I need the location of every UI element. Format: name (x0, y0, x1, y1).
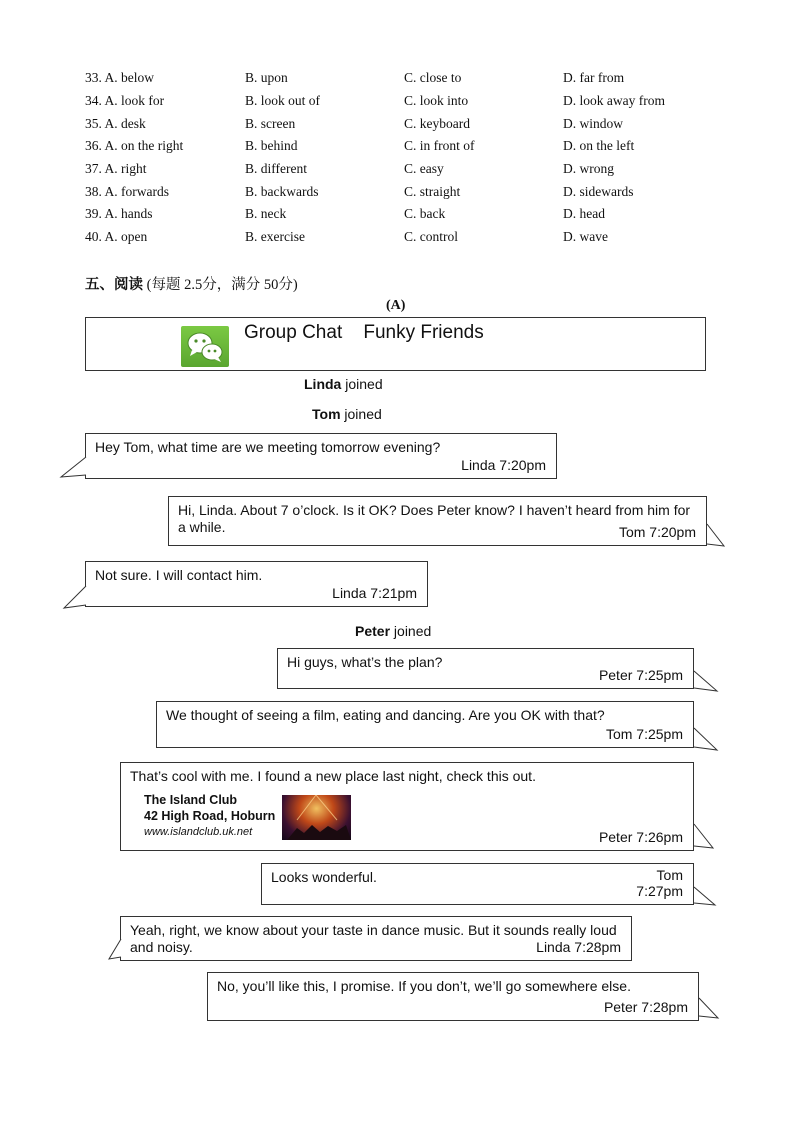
bubble-tail (108, 937, 122, 961)
join-name: Linda (304, 376, 342, 392)
section-heading (85, 273, 298, 294)
option-c: C. control (404, 229, 458, 244)
message-meta: Peter 7:28pm (603, 999, 688, 1015)
passage-label: (A) (386, 298, 406, 313)
option-a: 38. A. forwards (85, 184, 169, 199)
message-meta: Linda 7:20pm (461, 457, 546, 473)
club-card[interactable] (144, 792, 275, 840)
message-text: Not sure. I will contact him. (95, 567, 263, 583)
option-a: 35. A. desk (85, 116, 146, 131)
wechat-icon (181, 326, 229, 367)
club-photo (282, 795, 351, 840)
option-c: C. straight (404, 184, 461, 199)
option-c: C. easy (404, 161, 444, 176)
chat-message (168, 496, 707, 546)
option-b: B. neck (245, 206, 287, 221)
bubble-tail (60, 455, 87, 479)
join-notice (304, 376, 383, 392)
message-text: Yeah, right, we know about your taste in dance music. But it sounds really loud and noisy. (130, 922, 617, 955)
option-a: 36. A. on the right (85, 138, 184, 153)
option-d: D. on the left (563, 138, 635, 153)
message-meta: Tom 7:25pm (605, 726, 683, 742)
option-c: C. look into (404, 93, 469, 108)
chat-message (85, 433, 557, 479)
chat-header (85, 317, 706, 371)
option-c: C. in front of (404, 138, 475, 153)
message-text: No, you’ll like this, I promise. If you don’t, we’ll go somewhere else. (217, 978, 631, 994)
chat-title: Group Chat Funky Friends (244, 322, 484, 343)
chat-message (207, 972, 699, 1021)
join-notice (355, 623, 431, 639)
join-name: Peter (355, 623, 391, 639)
join-name: Tom (312, 406, 341, 422)
chat-message (85, 561, 428, 607)
option-a: 34. A. look for (85, 93, 165, 108)
option-a: 40. A. open (85, 229, 148, 244)
option-d: D. look away from (563, 93, 665, 108)
message-text: Looks wonderful. (271, 869, 377, 885)
club-address: 42 High Road, Hoburn (144, 809, 276, 823)
bubble-tail (698, 996, 720, 1020)
option-d: D. far from (563, 70, 625, 85)
option-b: B. backwards (245, 184, 319, 199)
join-text: joined (344, 406, 382, 422)
club-url[interactable]: www.islandclub.uk.net (144, 826, 253, 838)
message-time: 7:27pm (636, 883, 683, 899)
option-d: D. window (563, 116, 623, 131)
chat-message (120, 916, 632, 961)
chat-message (261, 863, 694, 905)
option-a: 39. A. hands (85, 206, 153, 221)
club-name: The Island Club (144, 793, 238, 807)
section-number: 五、阅读 (85, 277, 143, 293)
join-text: joined (345, 376, 383, 392)
option-b: B. different (245, 161, 307, 176)
option-d: D. wrong (563, 161, 614, 176)
message-meta: Linda 7:28pm (536, 939, 621, 955)
join-notice (312, 406, 382, 422)
option-c: C. keyboard (404, 116, 470, 131)
message-meta: Peter 7:25pm (598, 667, 683, 683)
option-a: 37. A. right (85, 161, 147, 176)
message-meta: Peter 7:26pm (598, 829, 683, 845)
option-c: C. close to (404, 70, 462, 85)
chat-message (156, 701, 694, 748)
option-d: D. wave (563, 229, 608, 244)
option-b: B. upon (245, 70, 288, 85)
message-text: That’s cool with me. I found a new place last night, check this out. (130, 768, 536, 784)
option-b: B. exercise (245, 229, 305, 244)
option-c: C. back (404, 206, 446, 221)
option-b: B. screen (245, 116, 296, 131)
option-d: D. head (563, 206, 605, 221)
option-d: D. sidewards (563, 184, 634, 199)
bubble-tail (63, 584, 87, 610)
bubble-tail (706, 522, 726, 548)
message-text: Hi guys, what’s the plan? (287, 654, 443, 670)
message-text: Hey Tom, what time are we meeting tomorrow evening? (95, 439, 441, 455)
bubble-tail (693, 669, 719, 693)
option-b: B. behind (245, 138, 298, 153)
option-a: 33. A. below (85, 70, 154, 85)
message-text: We thought of seeing a film, eating and dancing. Are you OK with that? (166, 707, 605, 723)
message-meta: Tom (656, 867, 683, 883)
bubble-tail (693, 726, 719, 752)
option-b: B. look out of (245, 93, 321, 108)
chat-message (277, 648, 694, 689)
message-text: Hi, Linda. About 7 o’clock. Is it OK? Does Peter know? I haven’t heard from him for a while. (178, 502, 691, 535)
section-note: (每题 2.5分，满分 50分) (146, 277, 298, 293)
bubble-tail (693, 822, 715, 850)
chat-message (120, 762, 694, 851)
message-meta: Linda 7:21pm (332, 585, 417, 601)
join-text: joined (393, 623, 432, 639)
bubble-tail (693, 885, 717, 907)
message-meta: Tom 7:20pm (618, 524, 696, 540)
